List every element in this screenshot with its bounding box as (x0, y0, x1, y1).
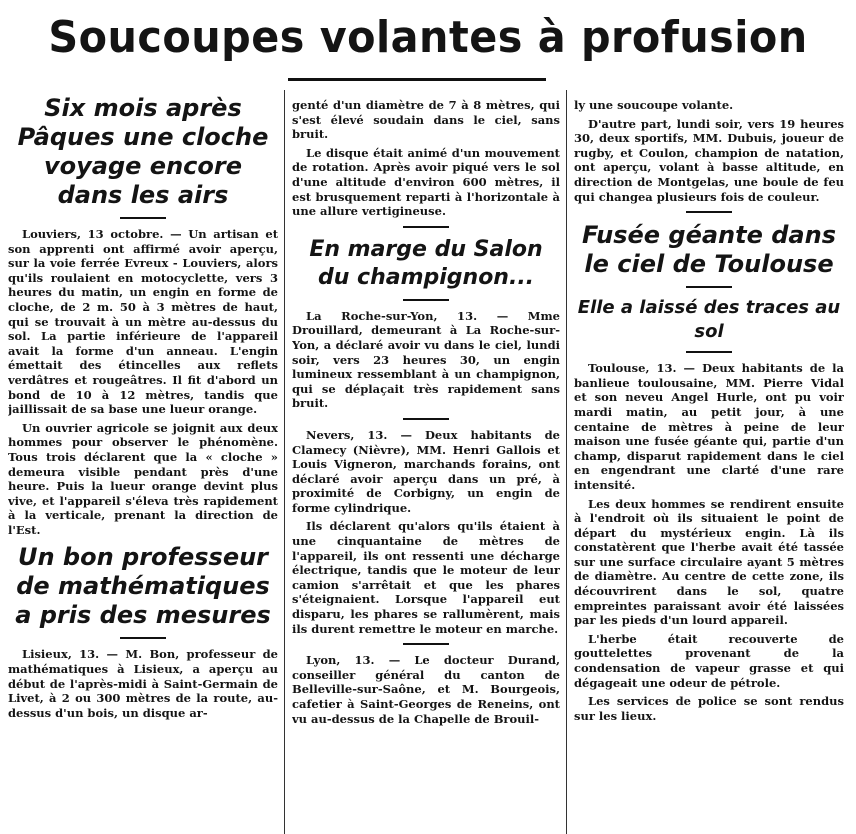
article-paragraph: Toulouse, 13. — Deux habitants de la banlieue toulousaine, MM. Pierre Vidal et son neveu Angel Hurle, ont pu voir mardi matin, au petit jour, à une centaine de mètres à peine de leur maison une fusée géante qui, partie d'un champ, disparut rapidement dans le ciel en engendrant une clarté d'une rare intensité. (574, 361, 844, 492)
article-paragraph: Louviers, 13 octobre. — Un artisan et son apprenti ont affirmé avoir aperçu, sur la voie ferrée Evreux - Louviers, alors qu'ils roulaient en motocyclette, vers 3 heures du matin, un engin en forme de cloche, de 2 m. 50 à 3 mètres de haut, qui se trouvait à un mètre au-dessus du sol. La partie inférieure de l'appareil avait la forme d'un anneau. L'engin émettait des étincelles aux reflets verdâtres et rougeâtres. Il fit d'abord un bond de 10 à 12 mètres, tandis que jaillissait de sa base une lueur orange. (8, 227, 278, 417)
separator-rule (403, 643, 449, 645)
dateline: Toulouse, 13. (588, 361, 677, 376)
article-paragraph: Lisieux, 13. — M. Bon, professeur de mathématiques à Lisieux, a aperçu au début de l'après-midi à Saint-Germain de Livet, à 2 ou 300 mètres de la route, au-dessus d'un bois, un disque ar- (8, 647, 278, 720)
article-paragraph: Un ouvrier agricole se joignit aux deux hommes pour observer le phénomène. Tous trois déclarent que la « cloche » demeura visible pendant près d'une heure. Puis la lueur orange devint plus vive, et l'appareil s'éleva très rapidement à la verticale, prenant la direction de l'Est. (8, 420, 278, 537)
heading-rule (403, 226, 449, 228)
heading-rule (120, 637, 166, 639)
article-heading: Un bon professeur de mathématiques a pris des mesures (15, 543, 271, 630)
article-paragraph: Ils déclarent qu'alors qu'ils étaient à une cinquantaine de mètres de l'appareil, ils ont ressenti une décharge électrique, tandis que le moteur de leur camion s'arrêtait et que les phares s'éteignaient. Lorsque l'appareil eut disparu, les phares se rallumèrent, mais ils durent remettre le moteur en marche. (292, 519, 560, 636)
article-heading: Fusée géante dans le ciel de Toulouse (582, 221, 836, 279)
column-divider (566, 90, 567, 834)
article-heading: En marge du Salon du champignon... (309, 236, 543, 290)
separator-rule (403, 418, 449, 420)
article-paragraph: La Roche-sur-Yon, 13. — Mme Drouillard, demeurant à La Roche-sur-Yon, a déclaré avoir vu dans le ciel, lundi soir, vers 23 heures 30, un engin lumineux ressemblant à un champignon, qui se déplaçait très rapidement sans bruit. (292, 308, 560, 411)
article-paragraph: Les deux hommes se rendirent ensuite à l'endroit où ils situaient le point de départ du mystérieux engin. Là ils constatèrent que l'herbe avait été tassée sur une surface circulaire ayant 5 mètres de diamètre. Au centre de cette zone, ils découvrirent dans le sol, quatre empreintes paraissant avoir été laissées par les pieds d'un lourd appareil. (574, 496, 844, 628)
column-1 (8, 86, 278, 724)
article-paragraph: Le disque était animé d'un mouvement de rotation. Après avoir piqué vers le sol d'une altitude d'environ 600 mètres, il est brusquement reparti à l'horizontale à une allure vertigineuse. (292, 145, 560, 219)
article-subheading: Elle a laissé des traces au sol (577, 297, 841, 343)
article-paragraph: ly une soucoupe volante. (574, 98, 734, 112)
article-heading: Six mois après Pâques une cloche voyage encore dans les airs (17, 94, 269, 209)
column-3 (574, 86, 844, 727)
heading-rule (686, 211, 732, 213)
dateline: Louviers, 13 octobre. (22, 227, 164, 241)
article-paragraph: genté d'un diamètre de 7 à 8 mètres, qui s'est élevé soudain dans le ciel, sans bruit. (292, 98, 560, 142)
dateline: La Roche-sur-Yon, 13. (306, 308, 478, 323)
page-headline: Soucoupes volantes à profusion (48, 12, 808, 63)
heading-rule (686, 351, 732, 353)
heading-rule (120, 217, 166, 219)
headline-rule (288, 78, 546, 81)
heading-rule (686, 286, 732, 288)
dateline: Nevers, 13. (306, 427, 388, 442)
article-paragraph: Les services de police se sont rendus sur les lieux. (574, 694, 844, 723)
dateline: Lisieux, 13. (22, 647, 100, 662)
heading-rule (403, 299, 449, 301)
article-paragraph: L'herbe était recouverte de gouttelettes provenant de la condensation de vapeur grasse et qui dégageait une odeur de pétrole. (574, 631, 844, 690)
column-2 (292, 86, 560, 730)
article-paragraph: Nevers, 13. — Deux habitants de Clamecy (Nièvre), MM. Henri Gallois et Louis Vigneron, marchands forains, ont déclaré avoir aperçu dans un pré, à proximité de Corbigny, un engin de forme cylindrique. (292, 427, 560, 515)
article-paragraph: Lyon, 13. — Le docteur Durand, conseiller général du canton de Belleville-sur-Saône, et M. Bourgeois, cafetier à Saint-Georges de Reneins, ont vu au-dessus de la Chapelle de Brouil- (292, 653, 560, 726)
dateline: Lyon, 13. (306, 653, 375, 668)
article-paragraph: D'autre part, lundi soir, vers 19 heures 30, deux sportifs, MM. Dubuis, joueur de rugby, et Coulon, champion de natation, ont aperçu, volant à basse altitude, en direction de Montgelas, une boule de feu qui changea plusieurs fois de couleur. (574, 116, 844, 204)
column-divider (284, 90, 285, 834)
